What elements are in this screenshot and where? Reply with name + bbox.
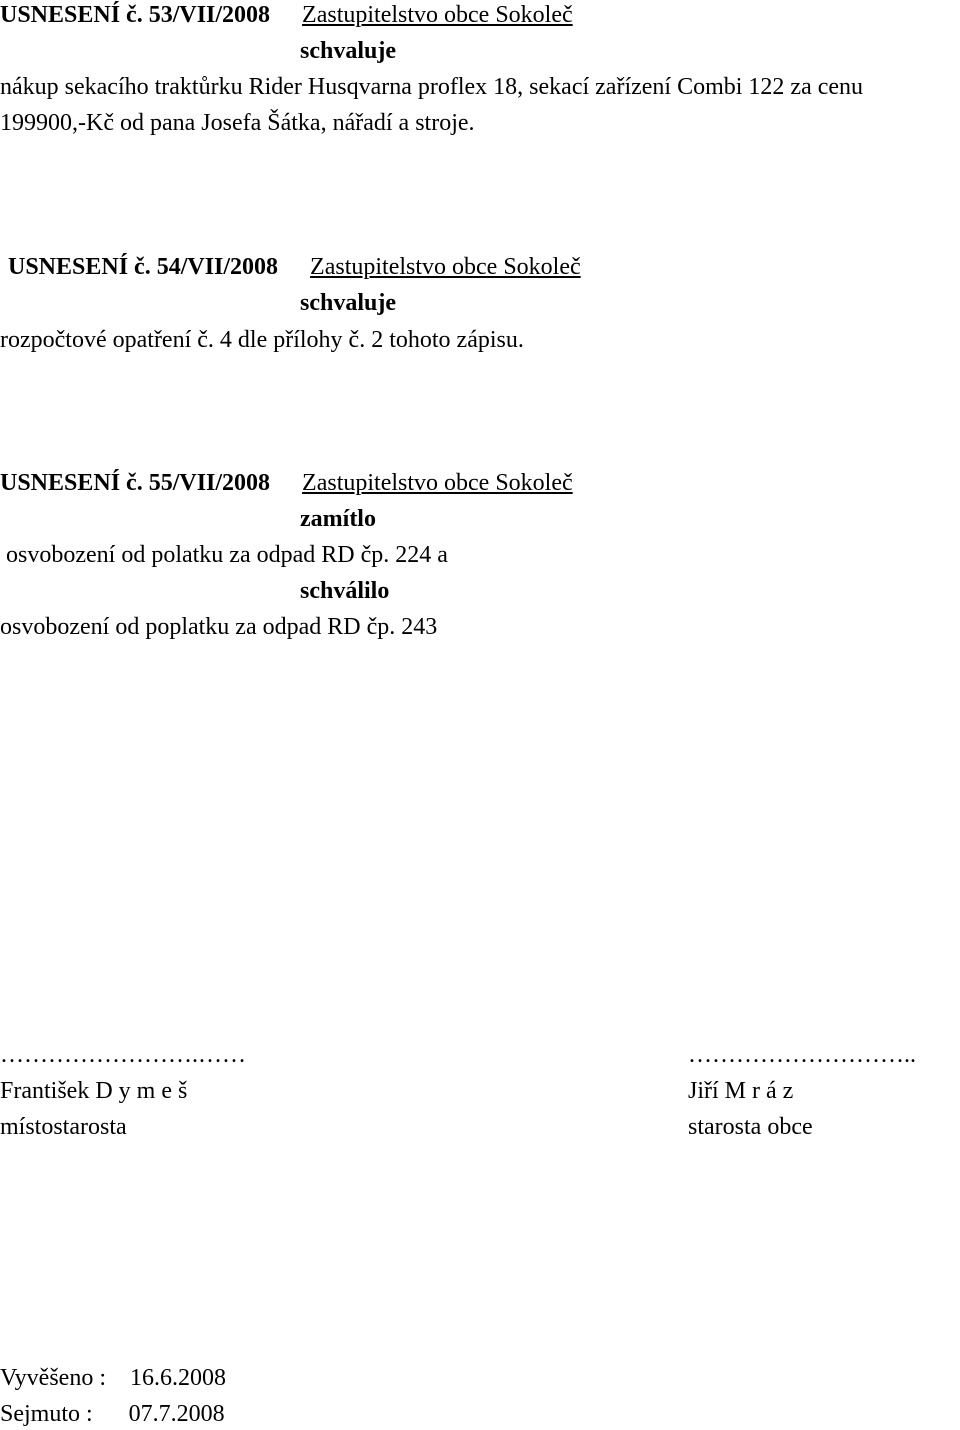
signature-right-role: starosta obce bbox=[688, 1114, 813, 1140]
posted-row bbox=[0, 1363, 226, 1393]
posted-date: 16.6.2008 bbox=[129, 1365, 226, 1391]
resolution-55-verdict-2: schválilo bbox=[300, 578, 390, 604]
resolution-54-body: Zastupitelstvo obce Sokoleč bbox=[310, 254, 581, 280]
signature-left-name: František D y m e š bbox=[0, 1078, 188, 1104]
resolution-55-body: Zastupitelstvo obce Sokoleč bbox=[302, 470, 573, 496]
resolution-54-text-line-1: rozpočtové opatření č. 4 dle přílohy č. 2 tohoto zápisu. bbox=[0, 327, 524, 353]
signature-left-dots: …………………….…… bbox=[0, 1042, 246, 1068]
resolution-53-label: USNESENÍ č. 53/VII/2008 bbox=[0, 2, 271, 28]
signature-right-name: Jiří M r á z bbox=[688, 1078, 794, 1104]
resolution-54-verdict: schvaluje bbox=[300, 290, 396, 316]
resolution-55-verdict: zamítlo bbox=[300, 506, 376, 532]
resolution-55-text-line-1: osvobození od polatku za odpad RD čp. 224 a bbox=[6, 542, 448, 568]
resolution-53-text-line-1: nákup sekacího traktůrku Rider Husqvarna proflex 18, sekací zařízení Combi 122 za cenu bbox=[0, 74, 864, 100]
signature-right-dots: ……………………….. bbox=[688, 1042, 916, 1068]
posted-label: Vyvěšeno : bbox=[0, 1365, 106, 1391]
resolution-53-body: Zastupitelstvo obce Sokoleč bbox=[302, 2, 573, 28]
resolution-54-label: USNESENÍ č. 54/VII/2008 bbox=[8, 254, 279, 280]
resolution-53-verdict: schvaluje bbox=[300, 38, 396, 64]
resolution-55-text2-line-1: osvobození od poplatku za odpad RD čp. 243 bbox=[0, 614, 438, 640]
resolution-55-heading bbox=[0, 468, 573, 498]
removed-label: Sejmuto : bbox=[0, 1401, 93, 1427]
removed-date: 07.7.2008 bbox=[128, 1401, 225, 1427]
removed-row bbox=[0, 1399, 225, 1429]
resolution-53-heading bbox=[0, 0, 573, 30]
signature-left-role: místostarosta bbox=[0, 1114, 127, 1140]
resolution-55-label: USNESENÍ č. 55/VII/2008 bbox=[0, 470, 271, 496]
resolution-54-heading bbox=[8, 252, 581, 282]
resolution-53-text-line-2: 199900,-Kč od pana Josefa Šátka, nářadí a stroje. bbox=[0, 110, 475, 136]
